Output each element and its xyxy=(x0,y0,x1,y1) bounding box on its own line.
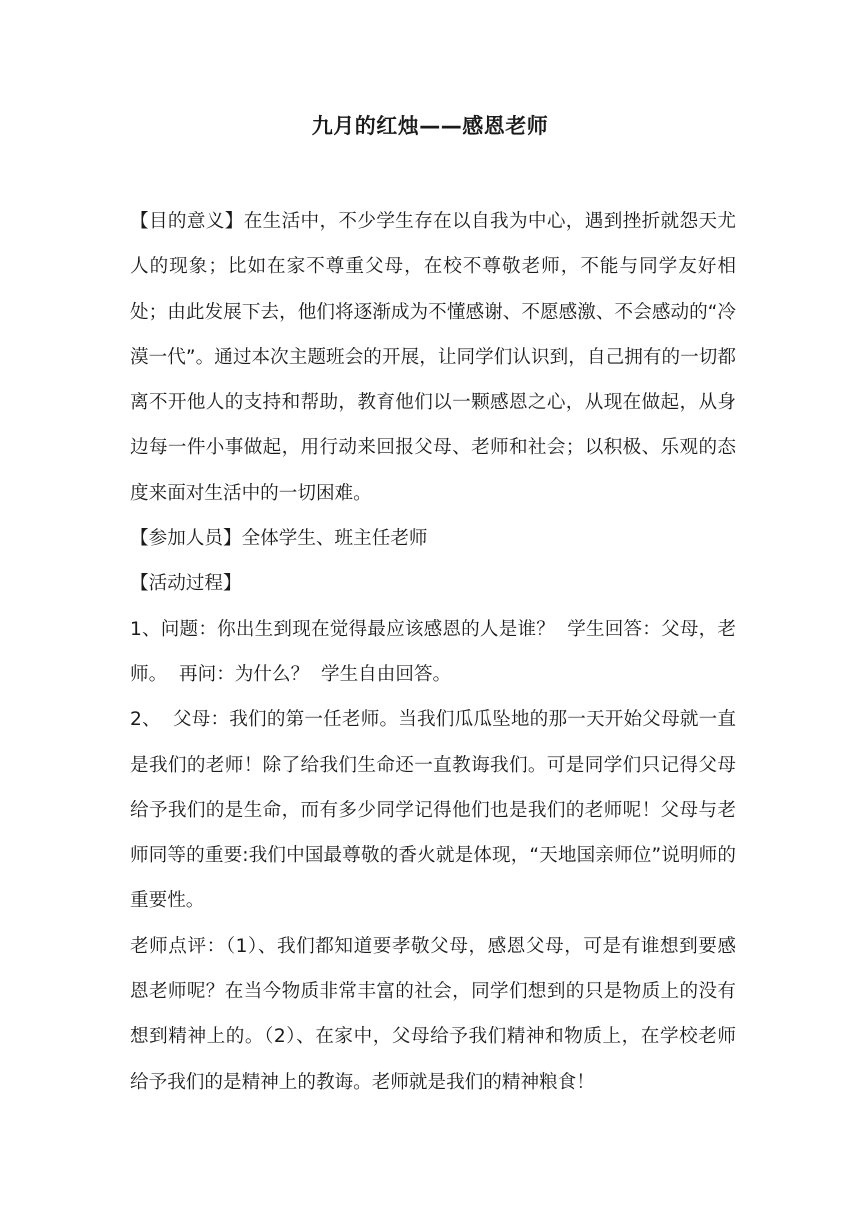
document-body xyxy=(130,199,736,1105)
paragraph-parents: 2、 父母：我们的第一任老师。当我们瓜瓜坠地的那一天开始父母就一直是我们的老师！除了给我们生命还一直教诲我们。可是同学们只记得父母给予我们的是生命，而有多少同学记得他们也是我们的老师呢！父母与老师同等的重要:我们中国最尊敬的香火就是体现，“天地国亲师位”说明师的重要性。 xyxy=(130,709,736,912)
paragraph-question: 1、问题：你出生到现在觉得最应该感恩的人是谁？ 学生回答：父母，老师。 再问：为什么？ 学生自由回答。 xyxy=(130,618,736,685)
paragraph-process-heading: 【活动过程】 xyxy=(130,573,242,595)
document-title: 九月的红烛——感恩老师 xyxy=(311,114,549,138)
paragraph-participants: 【参加人员】全体学生、班主任老师 xyxy=(130,528,428,550)
paragraph-teacher-comment: 老师点评：（1）、我们都知道要孝敬父母，感恩父母，可是有谁想到要感恩老师呢？在当今物质非常丰富的社会，同学们想到的只是物质上的没有想到精神上的。（2）、在家中，父母给予我们精神和物质上，在学校老师给予我们的是精神上的教诲。老师就是我们的精神粮食！ xyxy=(130,935,736,1093)
paragraph-purpose: 【目的意义】在生活中，不少学生存在以自我为中心，遇到挫折就怨天尤人的现象；比如在家不尊重父母，在校不尊敬老师，不能与同学友好相处；由此发展下去，他们将逐渐成为不懂感谢、不愿感激、不会感动的“冷漠一代”。通过本次主题班会的开展，让同学们认识到，自己拥有的一切都离不开他人的支持和帮助，教育他们以一颗感恩之心，从现在做起，从身边每一件小事做起，用行动来回报父母、老师和社会；以积极、乐观的态度来面对生活中的一切困难。 xyxy=(130,211,736,504)
